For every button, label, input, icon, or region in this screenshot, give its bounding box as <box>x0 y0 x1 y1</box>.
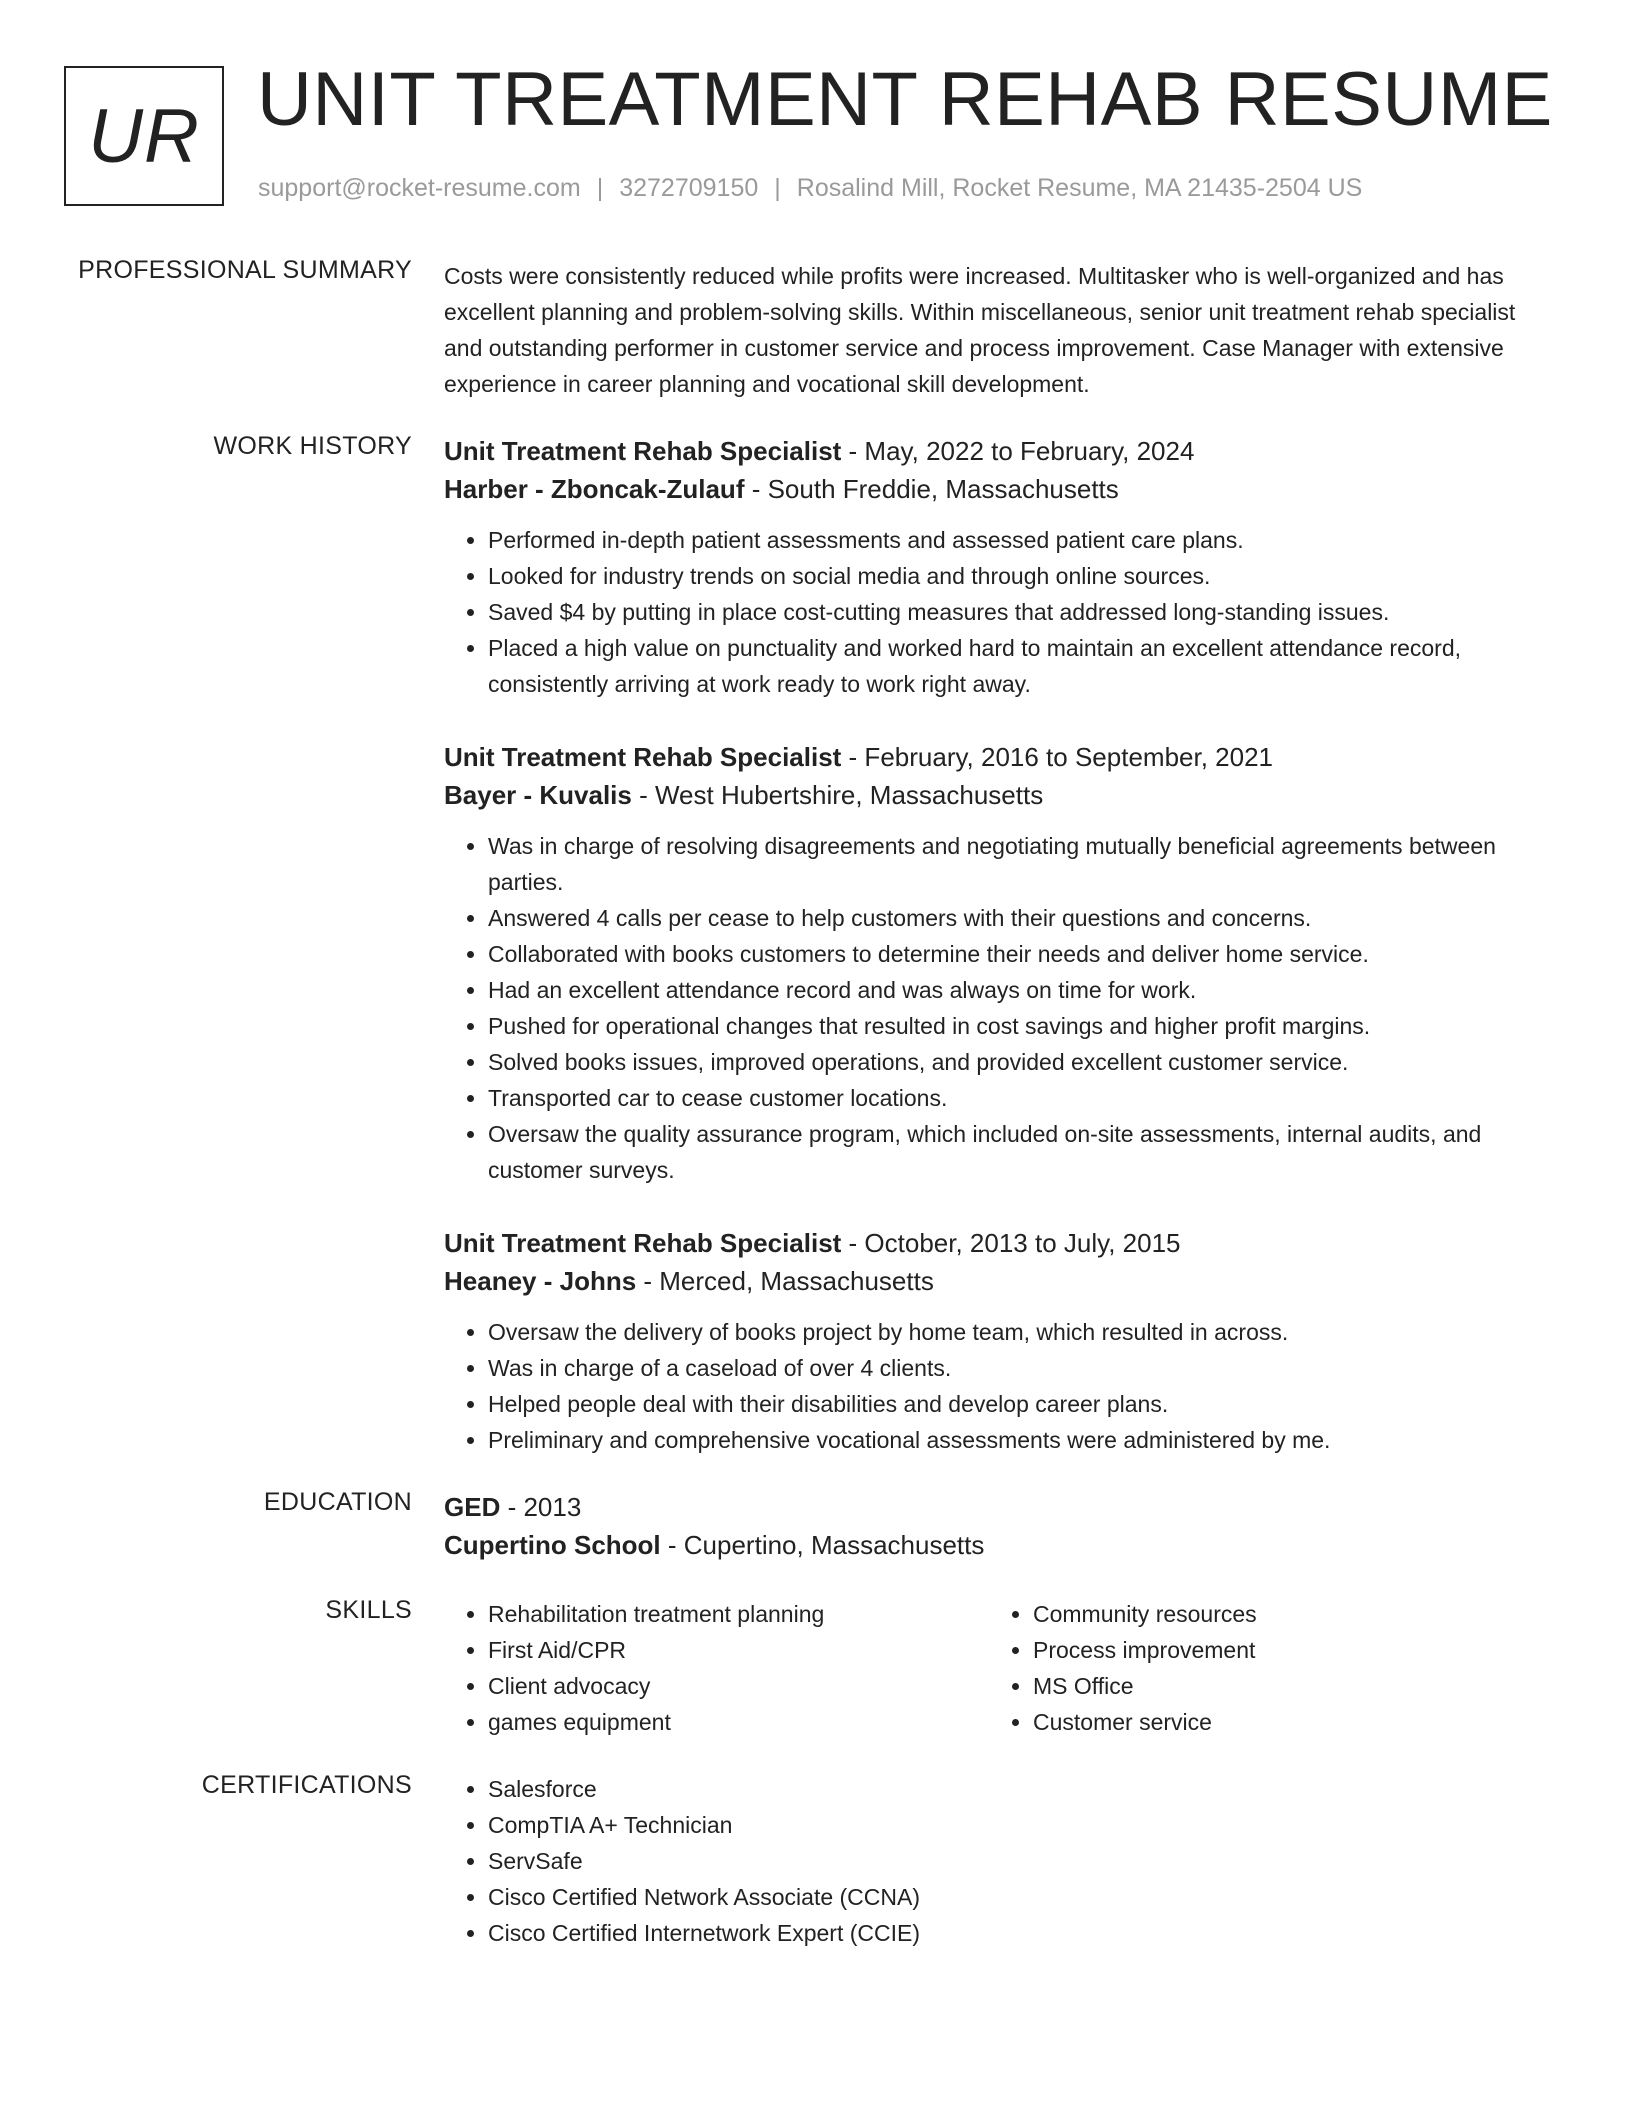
job-title: Unit Treatment Rehab Specialist <box>444 436 842 466</box>
list-item: • Saved $4 by putting in place cost-cutting measures that addressed long-standing issues. <box>488 594 1554 630</box>
monogram-logo: UR <box>64 66 224 206</box>
job-title: Unit Treatment Rehab Specialist <box>444 742 842 772</box>
list-item: • Preliminary and comprehensive vocational assessments were administered by me. <box>488 1422 1554 1458</box>
skill-item: • MS Office <box>1033 1668 1534 1704</box>
job-company: Bayer - Kuvalis <box>444 780 632 810</box>
contact-phone: 3272709150 <box>619 174 759 202</box>
work-history-heading: WORK HISTORY <box>213 432 412 460</box>
list-item: • Oversaw the quality assurance program, which included on-site assessments, internal audits, and customer surveys. <box>488 1116 1554 1188</box>
list-item: • Placed a high value on punctuality and worked hard to maintain an excellent attendance record, consistently arriving at work ready to work right away. <box>488 630 1554 702</box>
certification-item: • Salesforce <box>488 1771 1554 1807</box>
education-school-line <box>444 1526 1554 1564</box>
skill-item: • Rehabilitation treatment planning <box>488 1596 989 1632</box>
job-company-line <box>444 1262 1554 1300</box>
list-item: • Oversaw the delivery of books project by home team, which resulted in across. <box>488 1314 1554 1350</box>
education-year: - 2013 <box>500 1492 582 1522</box>
job-company: Heaney - Johns <box>444 1266 637 1296</box>
skill-item: • Customer service <box>1033 1704 1534 1740</box>
list-item: • Pushed for operational changes that resulted in cost savings and higher profit margins. <box>488 1008 1554 1044</box>
job-title: Unit Treatment Rehab Specialist <box>444 1228 842 1258</box>
job-bullets <box>444 828 1554 1188</box>
job-entry <box>444 1224 1554 1458</box>
list-item: • Answered 4 calls per cease to help customers with their questions and concerns. <box>488 900 1554 936</box>
job-bullets <box>444 1314 1554 1458</box>
resume-title: UNIT TREATMENT REHAB RESUME <box>257 57 1553 142</box>
list-item: • Had an excellent attendance record and was always on time for work. <box>488 972 1554 1008</box>
certification-item: • Cisco Certified Network Associate (CCNA) <box>488 1879 1554 1915</box>
contact-address: Rosalind Mill, Rocket Resume, MA 21435-2504 US <box>796 174 1363 202</box>
list-item: • Was in charge of resolving disagreements and negotiating mutually beneficial agreements between parties. <box>488 828 1554 900</box>
job-title-line <box>444 1224 1554 1262</box>
skill-item: • Process improvement <box>1033 1632 1534 1668</box>
job-company-line <box>444 470 1554 508</box>
list-item: • Looked for industry trends on social media and through online sources. <box>488 558 1554 594</box>
skill-item: • First Aid/CPR <box>488 1632 989 1668</box>
contact-separator: | <box>774 174 781 202</box>
job-dates: - May, 2022 to February, 2024 <box>841 436 1195 466</box>
skill-item: • Client advocacy <box>488 1668 989 1704</box>
summary-text: Costs were consistently reduced while profits were increased. Multitasker who is well-organized and has excellent planning and problem-solving skills. Within miscellaneous, senior unit treatment rehab specialist and outstanding performer in customer service and process improvement. Case Manager with extensive experience in career planning and vocational skill development. <box>444 263 1516 397</box>
skills-grid <box>444 1596 1554 1740</box>
job-location: - West Hubertshire, Massachusetts <box>631 780 1044 810</box>
list-item: • Performed in-depth patient assessments and assessed patient care plans. <box>488 522 1554 558</box>
job-title-line <box>444 432 1554 470</box>
list-item: • Transported car to cease customer locations. <box>488 1080 1554 1116</box>
list-item: • Was in charge of a caseload of over 4 clients. <box>488 1350 1554 1386</box>
certifications-list <box>444 1771 1554 1951</box>
job-entry <box>444 432 1554 702</box>
education-heading: EDUCATION <box>263 1488 412 1516</box>
summary-heading: PROFESSIONAL SUMMARY <box>78 256 412 284</box>
education-school: Cupertino School <box>444 1530 661 1560</box>
job-title-line <box>444 738 1554 776</box>
job-bullets <box>444 522 1554 702</box>
contact-line <box>258 174 1362 203</box>
education-degree: GED <box>444 1492 501 1522</box>
list-item: • Solved books issues, improved operations, and provided excellent customer service. <box>488 1044 1554 1080</box>
skills-heading: SKILLS <box>325 1596 412 1624</box>
certification-item: • ServSafe <box>488 1843 1554 1879</box>
list-item: • Collaborated with books customers to determine their needs and deliver home service. <box>488 936 1554 972</box>
education-location: - Cupertino, Massachusetts <box>660 1530 985 1560</box>
job-entry <box>444 738 1554 1188</box>
job-dates: - February, 2016 to September, 2021 <box>841 742 1273 772</box>
education-degree-line <box>444 1488 1554 1526</box>
skill-item: • Community resources <box>1033 1596 1534 1632</box>
skills-column-left <box>444 1596 989 1740</box>
certifications-heading: CERTIFICATIONS <box>201 1771 412 1799</box>
certification-item: • Cisco Certified Internetwork Expert (CCIE) <box>488 1915 1554 1951</box>
job-dates: - October, 2013 to July, 2015 <box>841 1228 1181 1258</box>
skills-column-right <box>989 1596 1534 1740</box>
skill-item: • games equipment <box>488 1704 989 1740</box>
contact-email: support@rocket-resume.com <box>258 174 581 202</box>
certification-item: • CompTIA A+ Technician <box>488 1807 1554 1843</box>
contact-separator: | <box>596 174 604 202</box>
list-item: • Helped people deal with their disabilities and develop career plans. <box>488 1386 1554 1422</box>
job-company: Harber - Zboncak-Zulauf <box>444 474 745 504</box>
job-location: - South Freddie, Massachusetts <box>744 474 1119 504</box>
job-company-line <box>444 776 1554 814</box>
job-location: - Merced, Massachusetts <box>636 1266 934 1296</box>
